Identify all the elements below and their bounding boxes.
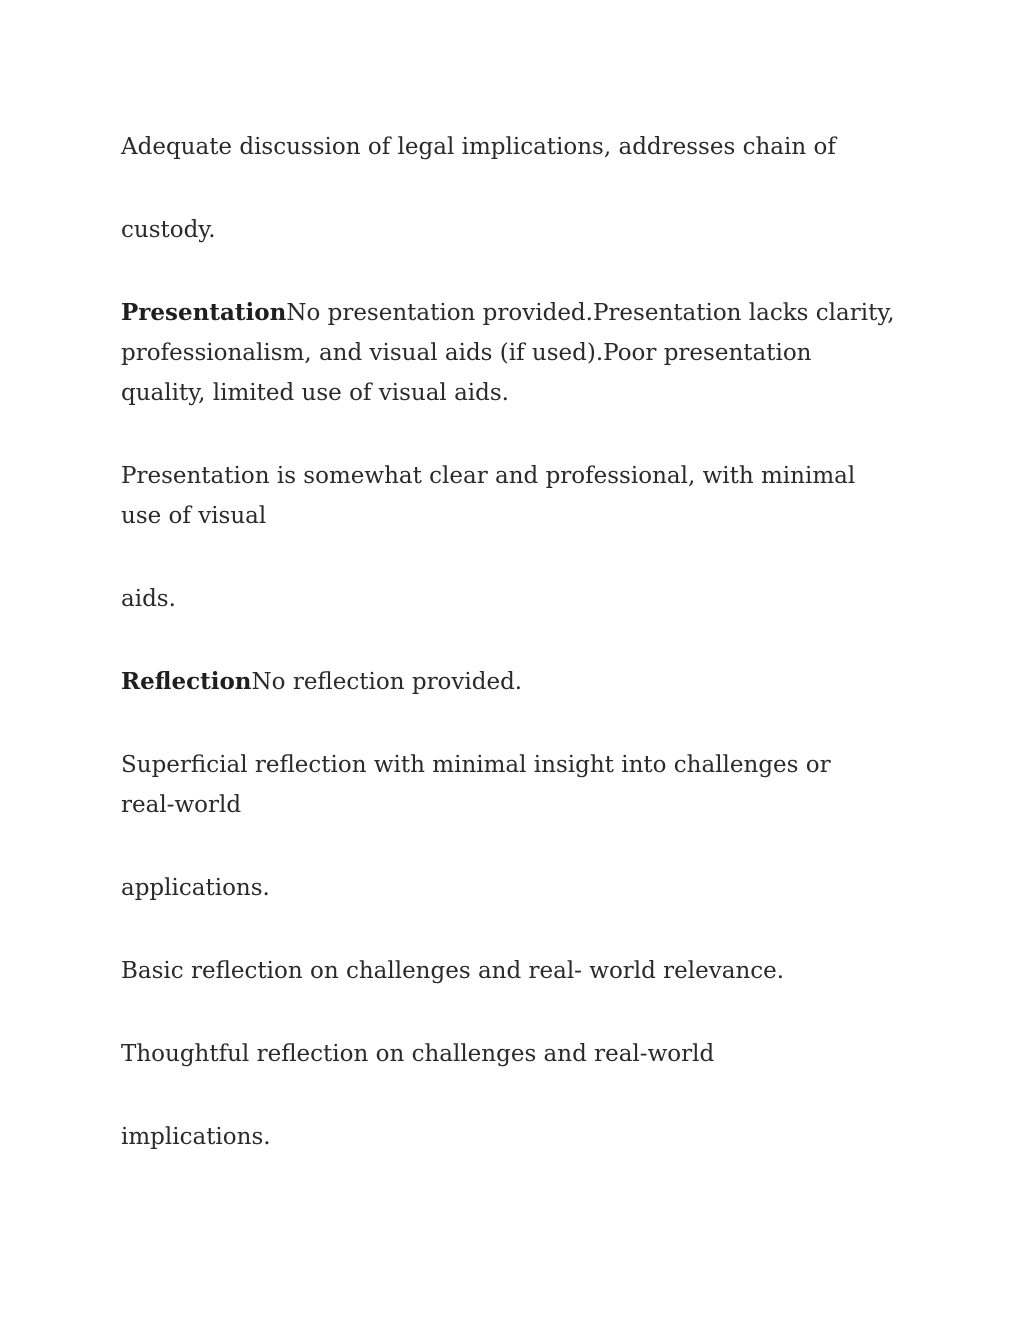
document-body [121, 127, 901, 1200]
paragraph-reflection [121, 662, 901, 702]
paragraph-presentation [121, 293, 901, 413]
paragraph-reflection-basic: Basic reflection on challenges and real- world relevance. [121, 958, 785, 984]
paragraph-implications: implications. [121, 1124, 271, 1150]
paragraph-custody: custody. [121, 217, 216, 243]
paragraph-applications: applications. [121, 875, 270, 901]
presentation-heading: Presentation [121, 299, 287, 326]
presentation-text: No presentation provided.Presentation lacks clarity, professionalism, and visual aids (if used).Poor presentation quality, limited use of visual aids. [121, 300, 895, 406]
paragraph-reflection-thoughtful: Thoughtful reflection on challenges and real-world [121, 1041, 715, 1067]
paragraph-presentation-somewhat: Presentation is somewhat clear and professional, with minimal use of visual [121, 463, 856, 529]
paragraph-aids: aids. [121, 586, 176, 612]
reflection-heading: Reflection [121, 668, 252, 695]
paragraph-legal-discussion: Adequate discussion of legal implications, addresses chain of [121, 134, 836, 160]
reflection-text: No reflection provided. [251, 669, 523, 695]
paragraph-reflection-superficial: Superficial reflection with minimal insight into challenges or real-world [121, 752, 831, 818]
